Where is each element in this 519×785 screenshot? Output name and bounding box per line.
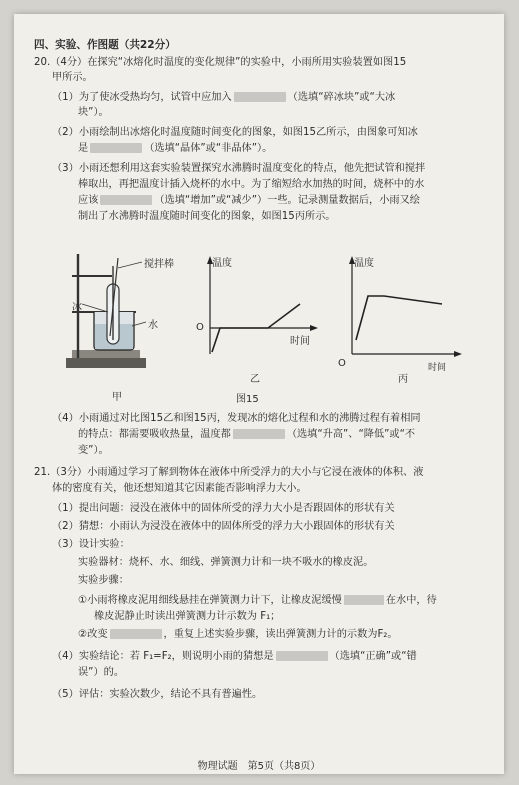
figure-caption: 图15 <box>236 394 259 405</box>
label-stir-rod: 搅拌棒 <box>144 259 174 270</box>
boiling-graph <box>334 254 464 362</box>
yi-ylabel: 温度 <box>212 258 232 269</box>
answer-blank[interactable] <box>233 429 285 439</box>
q20-part2: （2）小雨绘制出冰熔化时温度随时间变化的图象，如图15乙所示，由图象可知冰 <box>52 127 418 138</box>
yi-origin: O <box>196 322 204 333</box>
answer-blank[interactable] <box>276 651 328 661</box>
q21-stem-line1: 21.（3分）小雨通过学习了解到物体在液体中所受浮力的大小与它浸在液体的体积、液 <box>34 467 424 478</box>
x-axis-arrow-icon <box>454 351 462 357</box>
page-footer: 物理试题 第5页（共8页） <box>197 761 321 772</box>
label-bing: 丙 <box>398 374 408 385</box>
label-jia: 甲 <box>112 392 122 403</box>
section-header: 四、实验、作图题（共22分） <box>34 39 176 51</box>
q21-step3: （3）设计实验： <box>52 539 130 550</box>
answer-blank[interactable] <box>100 195 152 205</box>
q20-stem-line2: 甲所示。 <box>52 72 93 83</box>
q21-step1: （1）提出问题：浸没在液体中的固体所受的浮力大小是否跟固体的形状有关 <box>52 503 395 514</box>
q20-part4-line3: 变”）。 <box>78 445 109 456</box>
q21-substep1-cont: 橡皮泥静止时读出弹簧测力计示数为 F₁； <box>94 611 281 622</box>
q20-part1: （1）为了使冰受热均匀，试管中应加入 （选填“碎冰块”或“大冰 <box>52 92 396 103</box>
q21-stem-line2: 体的密度有关，他还想知道其它因素能否影响浮力大小。 <box>52 483 307 494</box>
q21-equipment: 实验器材：烧杯、水、细线、弹簧测力计和一块不吸水的橡皮泥。 <box>78 557 374 568</box>
label-yi: 乙 <box>250 374 260 385</box>
q20-part3-line4: 制出了水沸腾时温度随时间变化的图象，如图15丙所示。 <box>78 211 336 222</box>
answer-blank[interactable] <box>344 595 384 605</box>
heater <box>72 350 140 358</box>
bing-origin: O <box>338 358 346 369</box>
q21-steps-heading: 实验步骤： <box>78 575 129 586</box>
q20-part3-line3: 应该 （选填“增加”或“减少”）一些。记录测量数据后，小雨又绘 <box>78 195 420 206</box>
q21-evaluation: （5）评估：实验次数少，结论不具有普遍性。 <box>52 689 263 700</box>
yi-xlabel: 时间 <box>290 336 310 347</box>
label-water: 水 <box>148 320 158 331</box>
label-leader <box>118 262 142 268</box>
label-ice: 冰 <box>72 302 82 313</box>
q20-part4-line2: 的特点：都需要吸收热量，温度都 （选填“升高”、“降低”或“不 <box>78 429 416 440</box>
q21-substep2: ②改变 ，重复上述实验步骤，读出弹簧测力计的示数为F₂。 <box>78 629 398 640</box>
bing-xlabel: 时间 <box>428 363 447 373</box>
q20-part1-cont: 块”）。 <box>78 107 109 118</box>
q20-part3: （3）小雨还想利用这套实验装置探究水沸腾时温度变化的特点，他先把试管和搅拌 <box>52 163 426 174</box>
bing-ylabel: 温度 <box>354 258 374 269</box>
q20-part2-cont: 是 （选填“晶体”或“非晶体”）。 <box>78 143 273 154</box>
q21-step2: （2）猜想：小雨认为浸没在液体中的固体所受的浮力大小跟固体的形状有关 <box>52 521 395 532</box>
answer-blank[interactable] <box>90 143 142 153</box>
q21-substep1: ①小雨将橡皮泥用细线悬挂在弹簧测力计下，让橡皮泥缓慢 在水中，待 <box>78 595 437 606</box>
exam-page <box>14 14 504 774</box>
q20-part3-line2: 棒取出，再把温度计插入烧杯的水中。为了缩短给水加热的时间，烧杯中的水 <box>78 179 425 190</box>
q20-stem-line1: 20.（4分）在探究“冰熔化时温度的变化规律”的实验中，小雨所用实验装置如图15 <box>34 57 407 68</box>
label-leader <box>82 304 108 312</box>
q21-conclusion: （4）实验结论：若 F₁=F₂，则说明小雨的猜想是 （选填“正确”或“错 <box>52 651 417 662</box>
q21-conclusion-cont: 误”）的。 <box>78 667 125 678</box>
answer-blank[interactable] <box>110 629 162 639</box>
answer-blank[interactable] <box>234 92 286 102</box>
boiling-curve <box>356 296 442 340</box>
q20-part4: （4）小雨通过对比图15乙和图15丙，发现冰的熔化过程和水的沸腾过程有着相同 <box>52 413 421 424</box>
x-axis-arrow-icon <box>310 325 318 331</box>
stand-base <box>66 358 146 368</box>
